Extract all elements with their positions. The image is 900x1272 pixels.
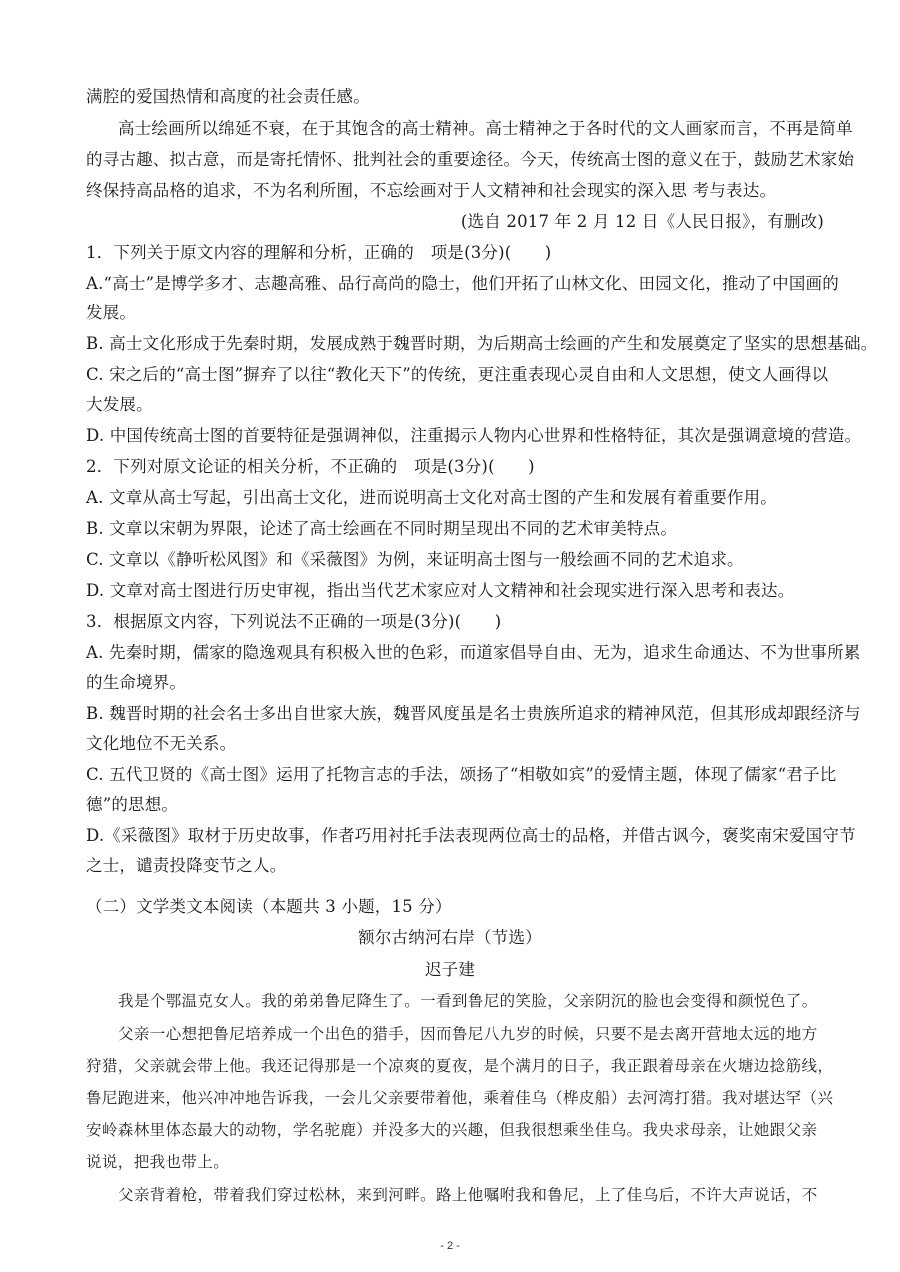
question-1-option-a: A.“高士”是博学多才、志趣高雅、品行高尚的隐士，他们开拓了山林文化、田园文化，推动了中国画的 xyxy=(86,274,839,293)
question-3-option-b: B. 魏晋时期的社会名士多出自世家大族，魏晋风度虽是名士贵族所追求的精神风范，但其形成却跟经济与 xyxy=(86,704,861,723)
paragraph-conclusion-line: 终保持高品格的追求，不为名利所囿，不忘绘画对于人文精神和社会现实的深入思 考与表达。 xyxy=(86,181,777,200)
question-2-option-c: C. 文章以《静听松风图》和《采薇图》为例，来证明高士图与一般绘画不同的艺术追求。 xyxy=(86,550,744,569)
question-3-stem: 3．根据原文内容，下列说法不正确的一项是(3分)( ) xyxy=(86,612,502,631)
story-line: 鲁尼跑进来，他兴冲冲地告诉我，一会儿父亲要带着他，乘着佳乌（桦皮船）去河湾打猎。我对堪达罕（兴 xyxy=(86,1089,834,1107)
question-1-option-d: D. 中国传统高士图的首要特征是强调神似，注重揭示人物内心世界和性格特征，其次是强调意境的营造。 xyxy=(86,426,862,445)
question-1-option-a-cont: 发展。 xyxy=(86,303,137,322)
story-line: 狩猎，父亲就会带上他。我还记得那是一个凉爽的夏夜，是个满月的日子，我正跟着母亲在火塘边捻筋线， xyxy=(86,1057,834,1075)
question-1-stem: 1．下列关于原文内容的理解和分析，正确的 项是(3分)( ) xyxy=(86,243,552,262)
question-2-option-a: A. 文章从高士写起，引出高士文化，进而说明高士文化对高士图的产生和发展有着重要作用。 xyxy=(86,488,778,507)
story-line: 我是个鄂温克女人。我的弟弟鲁尼降生了。一看到鲁尼的笑脸，父亲阴沉的脸也会变得和颜悦色了。 xyxy=(118,992,818,1010)
question-1-option-c: C. 宋之后的“高士图”摒弃了以往“教化天下”的传统，更注重表现心灵自由和人文思想，使文人画得以 xyxy=(86,365,829,384)
paragraph-conclusion-line: 的寻古趣、拟古意，而是寄托情怀、批判社会的重要途径。今天，传统高士图的意义在于，鼓励艺术家始 xyxy=(86,150,855,169)
paragraph-intro-end: 满腔的爱国热情和高度的社会责任感。 xyxy=(86,87,370,106)
question-1-option-c-cont: 大发展。 xyxy=(86,395,153,414)
story-line: 安岭森林里体态最大的动物，学名驼鹿）并没多大的兴趣，但我很想乘坐佳乌。我央求母亲，让她跟父亲 xyxy=(86,1121,818,1139)
question-3-option-d: D.《采薇图》取材于历史故事，作者巧用衬托手法表现两位高士的品格，并借古讽今，褒奖南宋爱国守节 xyxy=(86,826,856,845)
story-line: 说说，把我也带上。 xyxy=(86,1153,230,1171)
section-heading: （二）文学类文本阅读（本题共 3 小题，15 分） xyxy=(86,897,452,916)
question-3-option-c-cont: 德”的思想。 xyxy=(86,795,179,814)
question-3-option-d-cont: 之士，谴责投降变节之人。 xyxy=(86,856,287,875)
story-line: 父亲一心想把鲁尼培养成一个出色的猎手，因而鲁尼八九岁的时候，只要不是去离开营地太远的地方 xyxy=(118,1025,818,1043)
question-2-stem: 2．下列对原文论证的相关分析，不正确的 项是(3分)( ) xyxy=(86,457,535,476)
story-line: 父亲背着枪，带着我们穿过松林，来到河畔。路上他嘱咐我和鲁尼，上了佳乌后，不许大声说话，不 xyxy=(118,1186,818,1204)
story-title: 额尔古纳河右岸（节选） xyxy=(358,928,542,947)
question-3-option-a: A. 先秦时期，儒家的隐逸观具有积极入世的色彩，而道家倡导自由、无为，追求生命通达、不为世事所累 xyxy=(86,643,861,662)
question-3-option-c: C. 五代卫贤的《高士图》运用了托物言志的手法，颂扬了“相敬如宾”的爱情主题，体现了儒家“君子比 xyxy=(86,765,837,784)
paragraph-conclusion-line: 高士绘画所以绵延不衰，在于其饱含的高士精神。高士精神之于各时代的文人画家而言，不再是简单 xyxy=(118,119,853,138)
question-3-option-a-cont: 的生命境界。 xyxy=(86,673,187,692)
story-author: 迟子建 xyxy=(424,960,476,979)
question-1-option-b: B. 高士文化形成于先秦时期，发展成熟于魏晋时期，为后期高士绘画的产生和发展奠定了坚实的思想基础。 xyxy=(86,334,878,353)
question-2-option-d: D. 文章对高士图进行历史审视，指出当代艺术家应对人文精神和社会现实进行深入思考和表达。 xyxy=(86,581,795,600)
source-note: (选自 2017 年 2 月 12 日《人民日报》，有删改) xyxy=(460,212,824,231)
page-number: - 2 - xyxy=(440,1240,460,1252)
question-3-option-b-cont: 文化地位不无关系。 xyxy=(86,734,237,753)
question-2-option-b: B. 文章以宋朝为界限，论述了高士绘画在不同时期呈现出不同的艺术审美特点。 xyxy=(86,519,678,538)
